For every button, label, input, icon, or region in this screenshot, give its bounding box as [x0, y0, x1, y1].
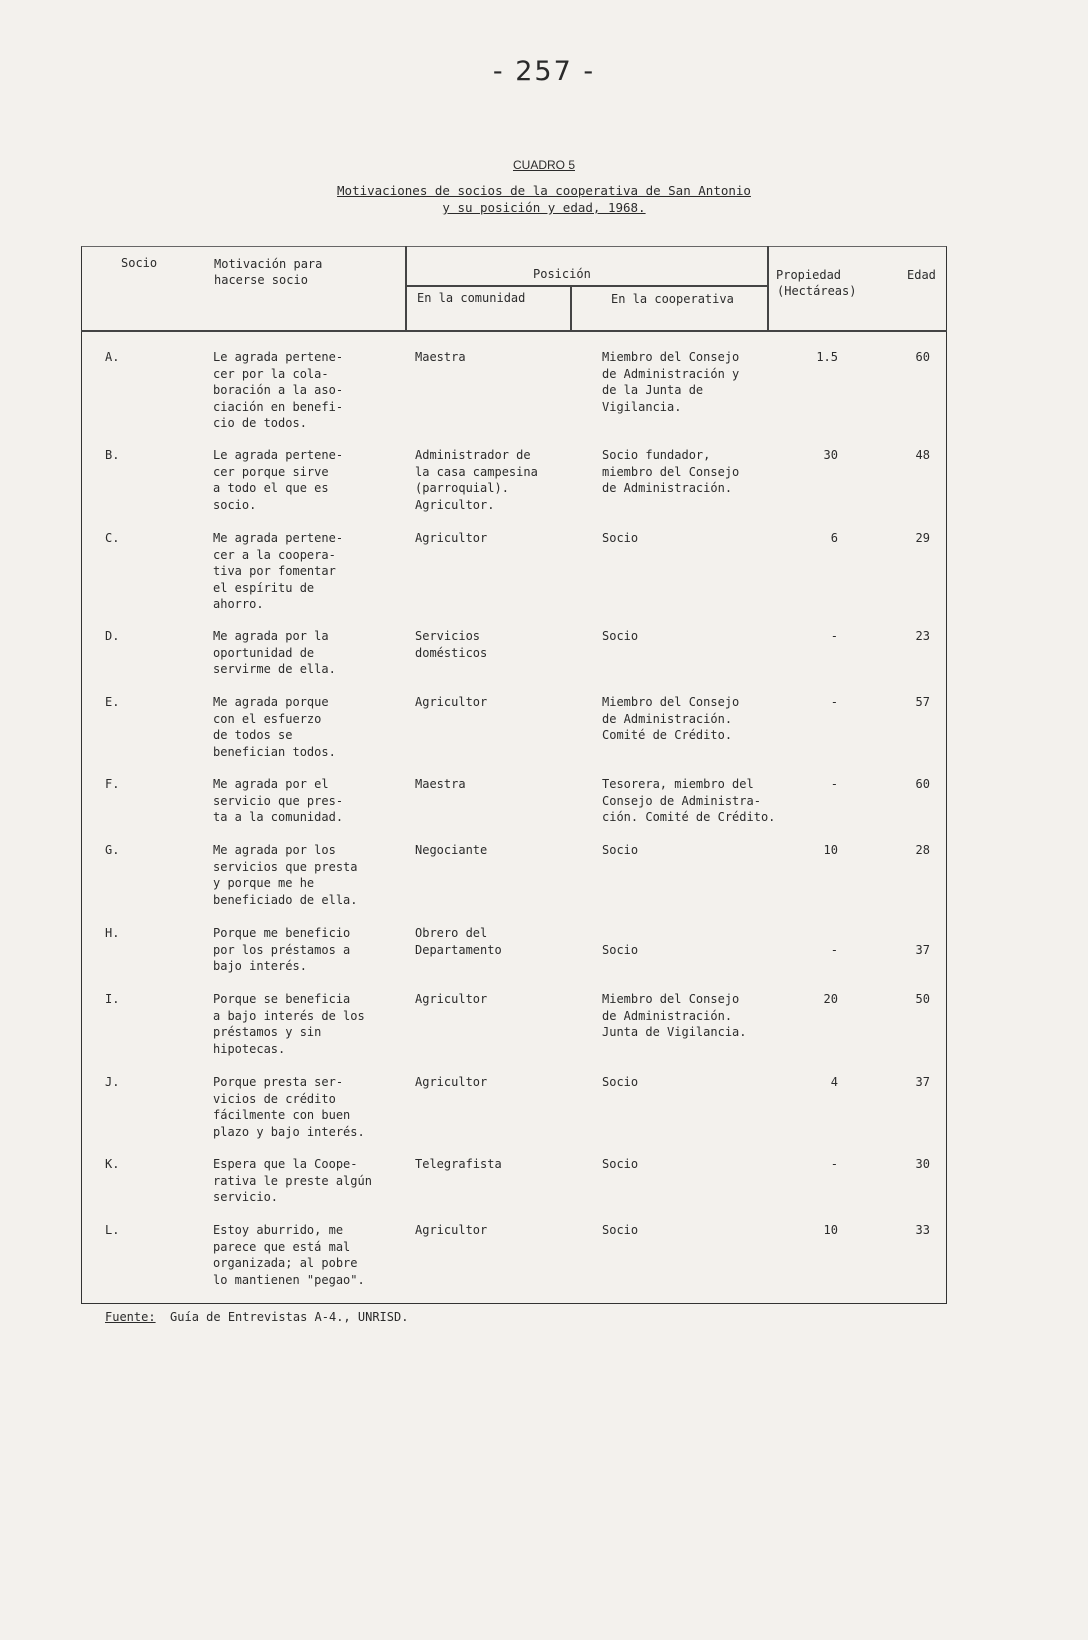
row-socio: K. — [105, 1157, 120, 1171]
row-cooperativa: Socio — [602, 1157, 639, 1171]
row-propiedad: 20 — [823, 992, 838, 1006]
caption-line-1: Motivaciones de socios de la cooperativa de San Antonio — [337, 183, 751, 198]
header-en-comunidad: En la comunidad — [417, 291, 526, 305]
row-comunidad: Agricultor — [415, 992, 488, 1006]
header-divider-right — [767, 246, 769, 330]
row-cooperativa: Socio — [602, 531, 639, 545]
row-propiedad: 30 — [823, 448, 838, 462]
row-motivacion: Porque se beneficia a bajo interés de los préstamos y sin hipotecas. — [213, 992, 365, 1056]
row-propiedad: 10 — [823, 1223, 838, 1237]
row-comunidad: Administrador de la casa campesina (parroquial). Agricultor. — [415, 448, 538, 512]
header-motivacion-line1: Motivación para — [214, 257, 323, 271]
header-en-cooperativa: En la cooperativa — [611, 292, 734, 306]
header-motivacion-line2: hacerse socio — [214, 273, 308, 287]
page-number: - 257 - — [492, 56, 596, 87]
row-propiedad: - — [830, 942, 838, 957]
row-edad: 37 — [915, 942, 930, 957]
row-propiedad: 4 — [830, 1075, 838, 1089]
header-posicion: Posición — [533, 267, 591, 281]
row-socio: G. — [105, 843, 120, 857]
table-number-text: CUADRO 5 — [512, 158, 575, 172]
row-motivacion: Le agrada pertene- cer por la cola- boración a la aso- ciación en benefi- cio de todos. — [213, 350, 344, 430]
row-propiedad: - — [830, 1157, 838, 1171]
row-socio: H. — [105, 926, 120, 940]
row-comunidad: Servicios domésticos — [415, 629, 488, 660]
row-cooperativa: Socio — [602, 1223, 639, 1237]
row-motivacion: Me agrada pertene- cer a la coopera- tiva por fomentar el espíritu de ahorro. — [213, 531, 344, 611]
source-text: Guía de Entrevistas A-4., UNRISD. — [170, 1310, 409, 1324]
row-socio: E. — [105, 695, 120, 709]
row-motivacion: Porque presta ser- vicios de crédito fácilmente con buen plazo y bajo interés. — [213, 1075, 365, 1139]
row-edad: 29 — [915, 531, 930, 545]
row-motivacion: Le agrada pertene- cer porque sirve a todo el que es socio. — [213, 448, 344, 512]
row-edad: 60 — [915, 777, 930, 791]
row-motivacion: Espera que la Coope- rativa le preste algún servicio. — [213, 1157, 372, 1204]
row-socio: A. — [105, 350, 120, 364]
row-cooperativa: Miembro del Consejo de Administración. Junta de Vigilancia. — [602, 992, 747, 1039]
header-bottom-rule — [81, 330, 947, 332]
row-comunidad: Obrero del Departamento — [415, 926, 502, 957]
header-socio: Socio — [121, 256, 158, 270]
row-cooperativa: Socio — [602, 629, 639, 643]
row-edad: 37 — [915, 1075, 930, 1089]
row-motivacion: Me agrada por el servicio que pres- ta a la comunidad. — [213, 777, 344, 824]
source-label: Fuente: — [105, 1310, 156, 1324]
row-edad: 28 — [915, 843, 930, 857]
row-comunidad: Maestra — [415, 350, 466, 364]
row-cooperativa: Socio — [602, 843, 639, 857]
row-comunidad: Negociante — [415, 843, 488, 857]
row-edad: 33 — [915, 1223, 930, 1237]
row-socio: J. — [105, 1075, 120, 1089]
row-socio: F. — [105, 777, 120, 791]
row-comunidad: Agricultor — [415, 531, 488, 545]
row-edad: 50 — [915, 992, 930, 1006]
row-comunidad: Maestra — [415, 777, 466, 791]
row-motivacion: Me agrada por la oportunidad de servirme de ella. — [213, 629, 336, 676]
row-comunidad: Agricultor — [415, 1075, 488, 1089]
row-socio: C. — [105, 531, 120, 545]
header-propiedad-line2: (Hectáreas) — [777, 284, 857, 298]
row-edad: 57 — [915, 695, 930, 709]
header-edad: Edad — [907, 268, 936, 282]
source-note — [105, 1310, 408, 1324]
header-divider-left — [405, 246, 407, 330]
row-cooperativa: Miembro del Consejo de Administración y de la Junta de Vigilancia. — [602, 350, 740, 414]
row-socio: D. — [105, 629, 120, 643]
row-motivacion: Porque me beneficio por los préstamos a bajo interés. — [213, 926, 351, 973]
table-number — [0, 158, 1088, 172]
caption-line-2: y su posición y edad, 1968. — [442, 200, 646, 215]
row-edad: 23 — [915, 629, 930, 643]
row-comunidad: Agricultor — [415, 695, 488, 709]
row-cooperativa: Socio — [602, 1075, 639, 1089]
header-subrule — [405, 285, 769, 287]
header-divider-middle — [570, 285, 572, 330]
row-propiedad: - — [830, 777, 838, 791]
row-cooperativa: Socio fundador, miembro del Consejo de Administración. — [602, 448, 740, 495]
row-propiedad: - — [830, 629, 838, 643]
row-socio: L. — [105, 1223, 120, 1237]
table-caption — [0, 182, 1088, 216]
header-propiedad-line1: Propiedad — [776, 268, 842, 282]
row-edad: 30 — [915, 1157, 930, 1171]
row-socio: B. — [105, 448, 120, 462]
row-cooperativa: Tesorera, miembro del Consejo de Administra- ción. Comité de Crédito. — [602, 777, 776, 824]
row-cooperativa: Socio — [602, 942, 639, 957]
row-edad: 48 — [915, 448, 930, 462]
row-comunidad: Telegrafista — [415, 1157, 502, 1171]
row-propiedad: - — [830, 695, 838, 709]
row-propiedad: 1.5 — [816, 350, 838, 364]
row-edad: 60 — [915, 350, 930, 364]
row-motivacion: Estoy aburrido, me parece que está mal organizada; al pobre lo mantienen "pegao". — [213, 1223, 365, 1287]
row-comunidad: Agricultor — [415, 1223, 488, 1237]
row-propiedad: 6 — [830, 531, 838, 545]
row-motivacion: Me agrada por los servicios que presta y porque me he beneficiado de ella. — [213, 843, 358, 907]
row-propiedad: 10 — [823, 843, 838, 857]
row-socio: I. — [105, 992, 120, 1006]
row-motivacion: Me agrada porque con el esfuerzo de todos se benefician todos. — [213, 695, 336, 759]
row-cooperativa: Miembro del Consejo de Administración. Comité de Crédito. — [602, 695, 740, 742]
